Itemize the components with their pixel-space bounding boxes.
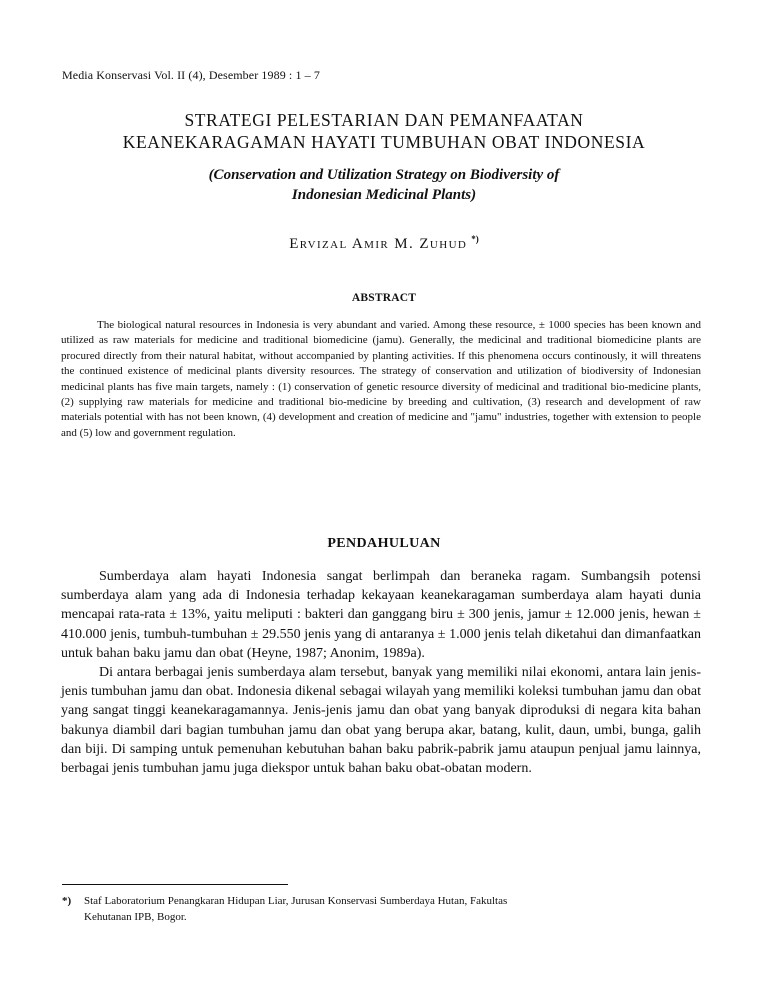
section-body [61,567,701,778]
author-footnote-marker: *) [471,234,479,244]
footnote-divider [62,884,288,885]
english-subtitle-line: (Conservation and Utilization Strategy on Biodiversity of [208,167,560,183]
footnote [62,893,722,925]
footnote-marker: *) [62,895,72,907]
section-heading: PENDAHULUAN [327,536,441,551]
footnote-text: Staf Laboratorium Penangkaran Hidupan Liar, Jurusan Konservasi Sumberdaya Hutan, Fakultas [84,895,508,907]
footnote-line [62,893,722,909]
abstract-body [61,318,701,441]
journal-citation: Media Konservasi Vol. II (4), Desember 1989 : 1 – 7 [62,68,320,82]
abstract-paragraph: The biological natural resources in Indonesia is very abundant and varied. Among these resource, ± 1000 species has been known and utilized as raw materials for medicine and traditional biomedicine (jamu). Generally, the medicinal and traditional biomedicine plants are procured directly from their natural habitat, without accompanied by planting activities. If this phenomena occurs continously, it will threatens the continued existence of medicinal plants diversity resources. The strategy of conservation and utilization of biodiversity of Indonesian medicinal plants has five main targets, namely : (1) conservation of genetic resource diversity of medicinal and traditional bio-medicine plants, (2) supplying raw materials for medicine and traditional bio-medicine by breeding and cultivation, (3) research and development of raw materials potential with has not been known, (4) development and creation of medicine and "jamu" industries, together with extension to people and (5) low and government regulation. [61,319,701,439]
body-paragraph: Sumberdaya alam hayati Indonesia sangat berlimpah dan beraneka ragam. Sumbangsih potensi sumberdaya alam yang ada di Indonesia terhadap kekayaan keanekaragaman sumberdaya alam hayati dunia mencapai rata-rata ± 13%, yaitu meliputi : bakteri dan ganggang biru ± 300 jenis, jamur ± 12.000 jenis, hewan ± 410.000 jenis, tumbuh-tumbuhan ± 29.550 jenis yang di antaranya ± 1.000 jenis telah diketahui dan dimanfaatkan untuk bahan baku jamu dan obat (Heyne, 1987; Anonim, 1989a). [61,569,701,661]
body-paragraph: Di antara berbagai jenis sumberdaya alam tersebut, banyak yang memiliki nilai ekonomi, antara lain jenis-jenis tumbuhan jamu dan obat. Indonesia dikenal sebagai wilayah yang memiliki koleksi tumbuhan jamu dan obat yang sangat tinggi keanekaragamannya. Jenis-jenis jamu dan obat yang banyak diproduksi di negara kita bahan bakunya diambil dari bagian tumbuhan jamu dan obat yang berupa akar, batang, kulit, daun, umbi, bunga, galih dan biji. Di samping untuk pemenuhan kebutuhan bahan baku pabrik-pabrik jamu ataupun penjual jamu lainnya, berbagai jenis tumbuhan jamu juga diekspor untuk bahan baku obat-obatan modern. [61,665,701,777]
abstract-heading: ABSTRACT [351,292,417,304]
paper-title-line: KEANEKARAGAMAN HAYATI TUMBUHAN OBAT INDONESIA [122,132,646,152]
author-name: Ervizal Amir M. Zuhud [289,236,468,252]
paper-title-line: STRATEGI PELESTARIAN DAN PEMANFAATAN [184,110,584,130]
english-subtitle [0,165,768,205]
english-subtitle-line: Indonesian Medicinal Plants) [291,187,477,203]
footnote-line: Kehutanan IPB, Bogor. [84,911,187,923]
author-line [0,234,768,253]
paper-title [0,109,768,153]
